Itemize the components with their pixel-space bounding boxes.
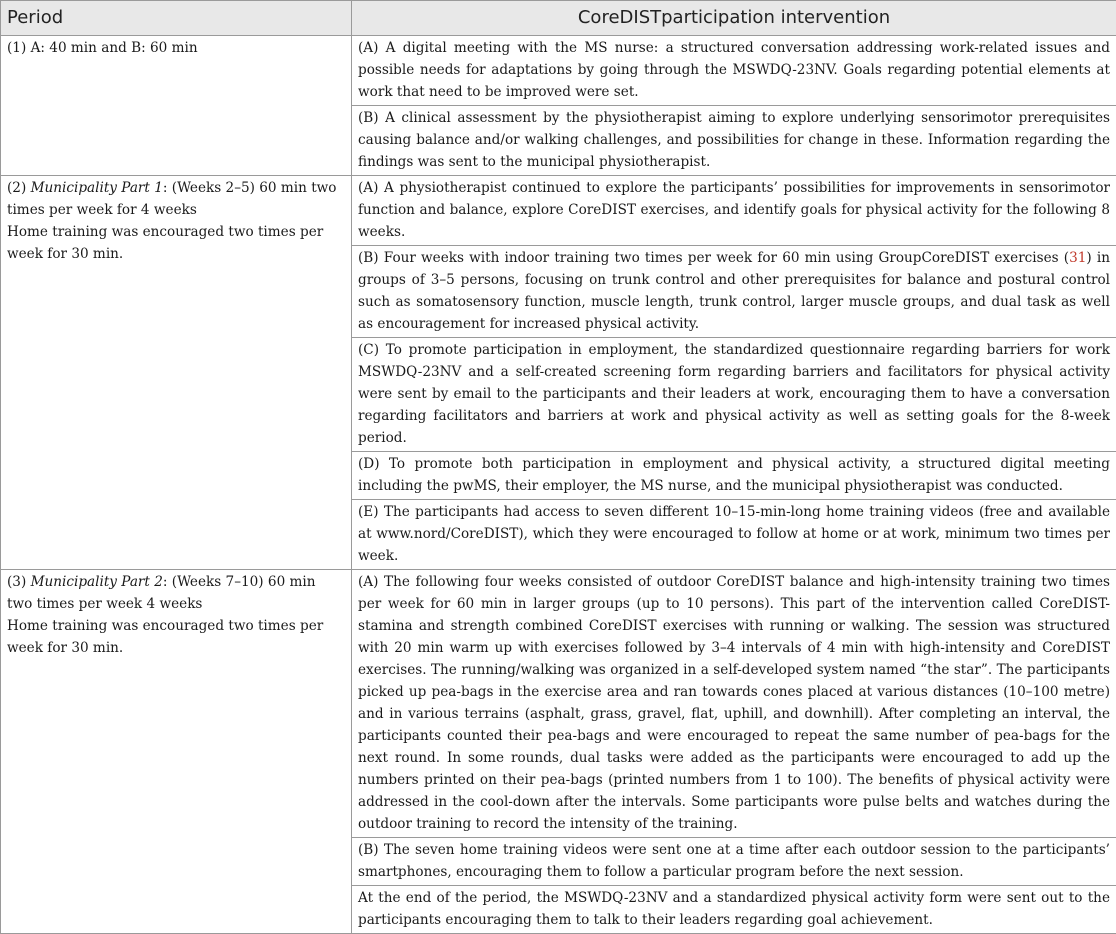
intervention-cell: (B) The seven home training videos were sent one at a time after each outdoor session to the participants’ smartphones, encouraging them to follow a particular program before the next session. — [352, 838, 1116, 886]
intervention-cell: (B) Four weeks with indoor training two times per week for 60 min using GroupCoreDIST exercises (31) in groups of 3–5 persons, focusing on trunk control and other prerequisites for balance and postural control such as somatosensory function, muscle length, trunk control, larger muscle groups, and dual task as well as encouragement for increased physical activity. — [352, 246, 1116, 338]
table-row — [1, 36, 1116, 106]
period-home-training: Home training was encouraged two times per week for 30 min. — [7, 615, 345, 659]
period-cell-3 — [1, 570, 352, 934]
intervention-cell: (C) To promote participation in employment, the standardized questionnaire regarding barriers for work MSWDQ-23NV and a self-created screening form regarding barriers and facilitators for physical activity were sent by email to the participants and their leaders at work, encouraging them to have a conversation regarding facilitators and barriers at work and physical activity as well as setting goals for the 8-week period. — [352, 338, 1116, 452]
header-period: Period — [1, 1, 352, 36]
period-text: (1) A: 40 min and B: 60 min — [7, 40, 198, 56]
intervention-cell: (D) To promote both participation in employment and physical activity, a structured digital meeting including the pwMS, their employer, the MS nurse, and the municipal physiotherapist was conducted. — [352, 452, 1116, 500]
period-cell-1 — [1, 36, 352, 176]
period-italic: Municipality Part 2 — [31, 574, 163, 590]
header-intervention: CoreDISTparticipation intervention — [352, 1, 1116, 36]
period-home-training: Home training was encouraged two times per week for 30 min. — [7, 221, 345, 265]
reference-link[interactable]: 31 — [1069, 250, 1086, 266]
period-italic: Municipality Part 1 — [31, 180, 163, 196]
period-text: (3) Municipality Part 2: (Weeks 7–10) 60 min two times per week 4 weeks — [7, 574, 316, 612]
period-text: (2) Municipality Part 1: (Weeks 2–5) 60 min two times per week for 4 weeks — [7, 180, 337, 218]
intervention-cell: (B) A clinical assessment by the physiotherapist aiming to explore underlying sensorimotor prerequisites causing balance and/or walking challenges, and possibilities for change in these. Information regarding the findings was sent to the municipal physiotherapist. — [352, 106, 1116, 176]
intervention-cell: (A) A digital meeting with the MS nurse: a structured conversation addressing work-related issues and possible needs for adaptations by going through the MSWDQ-23NV. Goals regarding potential elements at work that need to be improved were set. — [352, 36, 1116, 106]
table-row — [1, 176, 1116, 246]
intervention-cell: (A) The following four weeks consisted of outdoor CoreDIST balance and high-intensity training two times per week for 60 min in larger groups (up to 10 persons). This part of the intervention called CoreDIST-stamina and strength combined CoreDIST exercises with running or walking. The session was structured with 20 min warm up with exercises followed by 3–4 intervals of 4 min with high-intensity and CoreDIST exercises. The running/walking was organized in a self-developed system named “the star”. The participants picked up pea-bags in the exercise area and ran towards cones placed at various distances (10–100 metre) and in various terrains (asphalt, grass, gravel, flat, uphill, and downhill). After completing an interval, the participants counted their pea-bags and were encouraged to repeat the same number of pea-bags for the next round. In some rounds, dual tasks were added as the participants were encouraged to add up the numbers printed on their pea-bags (printed numbers from 1 to 100). The benefits of physical activity were addressed in the cool-down after the intervals. Some participants wore pulse belts and watches during the outdoor training to record the intensity of the training. — [352, 570, 1116, 838]
intervention-cell: (A) A physiotherapist continued to explore the participants’ possibilities for improvements in sensorimotor function and balance, explore CoreDIST exercises, and identify goals for physical activity for the following 8 weeks. — [352, 176, 1116, 246]
intervention-cell: At the end of the period, the MSWDQ-23NV and a standardized physical activity form were sent out to the participants encouraging them to talk to their leaders regarding goal achievement. — [352, 886, 1116, 934]
intervention-cell: (E) The participants had access to seven different 10–15-min-long home training videos (free and available at www.nord/CoreDIST), which they were encouraged to follow at home or at work, minimum two times per week. — [352, 500, 1116, 570]
period-cell-2 — [1, 176, 352, 570]
table-row — [1, 570, 1116, 838]
table-header-row — [1, 1, 1116, 36]
